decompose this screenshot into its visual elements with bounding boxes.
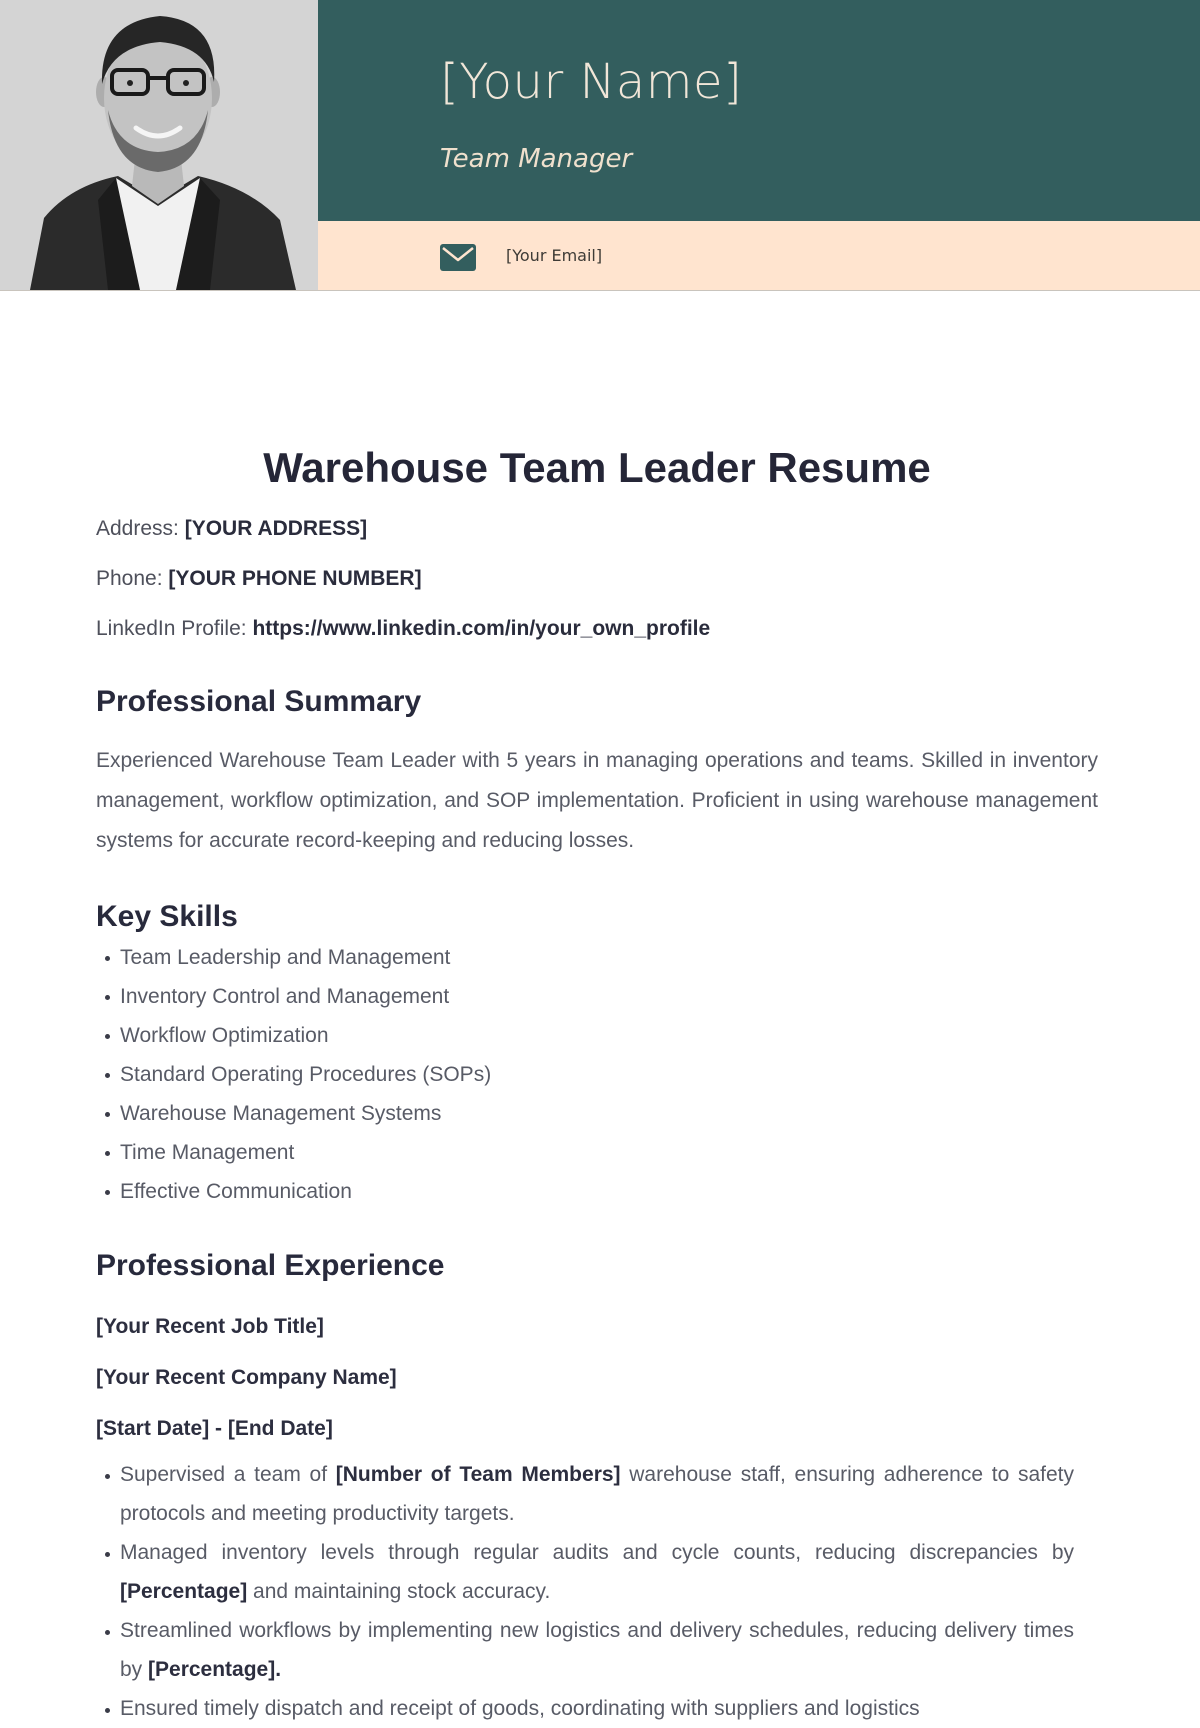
- duty-placeholder: [Percentage]: [120, 1580, 248, 1603]
- resume-body: [96, 440, 1098, 1728]
- duty-text: warehouse staff, ensuring adherence to safety protocols and meeting productivity targets.: [120, 1463, 1074, 1525]
- duty-text: and maintaining stock accuracy.: [247, 1580, 551, 1603]
- candidate-role: Team Manager: [440, 144, 633, 174]
- skill-item: Warehouse Management Systems: [96, 1094, 1098, 1133]
- phone-line: [96, 554, 1098, 604]
- candidate-name: [Your Name]: [440, 54, 743, 110]
- phone-value: [YOUR PHONE NUMBER]: [168, 567, 422, 590]
- experience-heading: Professional Experience: [96, 1249, 445, 1282]
- email-text: [Your Email]: [506, 246, 603, 265]
- duty-text: Supervised a team of: [120, 1463, 336, 1486]
- duty-text: Managed inventory levels through regular audits and cycle counts, reducing discrepancies by: [120, 1541, 1074, 1564]
- linkedin-link[interactable]: https://www.linkedin.com/in/your_own_profile: [252, 617, 711, 640]
- contact-banner: [318, 221, 1200, 290]
- resume-header: [0, 0, 1200, 291]
- linkedin-label: LinkedIn Profile:: [96, 617, 247, 640]
- skill-item: Effective Communication: [96, 1172, 1098, 1211]
- duty-text: Ensured timely dispatch and receipt of goods, coordinating with suppliers and logistics: [120, 1697, 920, 1720]
- duty-item: [96, 1533, 1074, 1611]
- skill-item: Workflow Optimization: [96, 1016, 1098, 1055]
- profile-photo: [0, 0, 318, 290]
- address-line: [96, 504, 1098, 554]
- duty-item: [96, 1611, 1074, 1689]
- address-label: Address:: [96, 517, 179, 540]
- duty-placeholder: [Number of Team Members]: [335, 1463, 621, 1486]
- employment-dates: [Start Date] - [End Date]: [96, 1417, 333, 1440]
- duties-list: [96, 1455, 1074, 1728]
- address-value: [YOUR ADDRESS]: [184, 517, 368, 540]
- envelope-icon: [440, 244, 476, 271]
- duty-item: [96, 1455, 1074, 1533]
- skill-item: Standard Operating Procedures (SOPs): [96, 1055, 1098, 1094]
- duty-placeholder: [Percentage].: [148, 1658, 282, 1681]
- document-title: Warehouse Team Leader Resume: [263, 444, 931, 491]
- skill-item: Team Leadership and Management: [96, 938, 1098, 977]
- job-title: [Your Recent Job Title]: [96, 1315, 324, 1338]
- skill-item: Time Management: [96, 1133, 1098, 1172]
- name-banner: [318, 0, 1200, 221]
- person-portrait-icon: [0, 0, 318, 290]
- skills-heading: Key Skills: [96, 900, 238, 933]
- duty-text: Streamlined workflows by implementing new logistics and delivery schedules, reducing delivery times by: [120, 1619, 1074, 1681]
- phone-label: Phone:: [96, 567, 163, 590]
- duty-item: [96, 1689, 1074, 1728]
- summary-heading: Professional Summary: [96, 685, 422, 718]
- skills-list: [96, 938, 1098, 1211]
- linkedin-line: [96, 604, 1098, 654]
- company-name: [Your Recent Company Name]: [96, 1366, 397, 1389]
- skill-item: Inventory Control and Management: [96, 977, 1098, 1016]
- summary-text: Experienced Warehouse Team Leader with 5 years in managing operations and teams. Skilled in inventory management, workflow optimization, and SOP implementation. Proficient in using warehouse management systems for accurate record-keeping and reducing losses.: [96, 749, 1098, 852]
